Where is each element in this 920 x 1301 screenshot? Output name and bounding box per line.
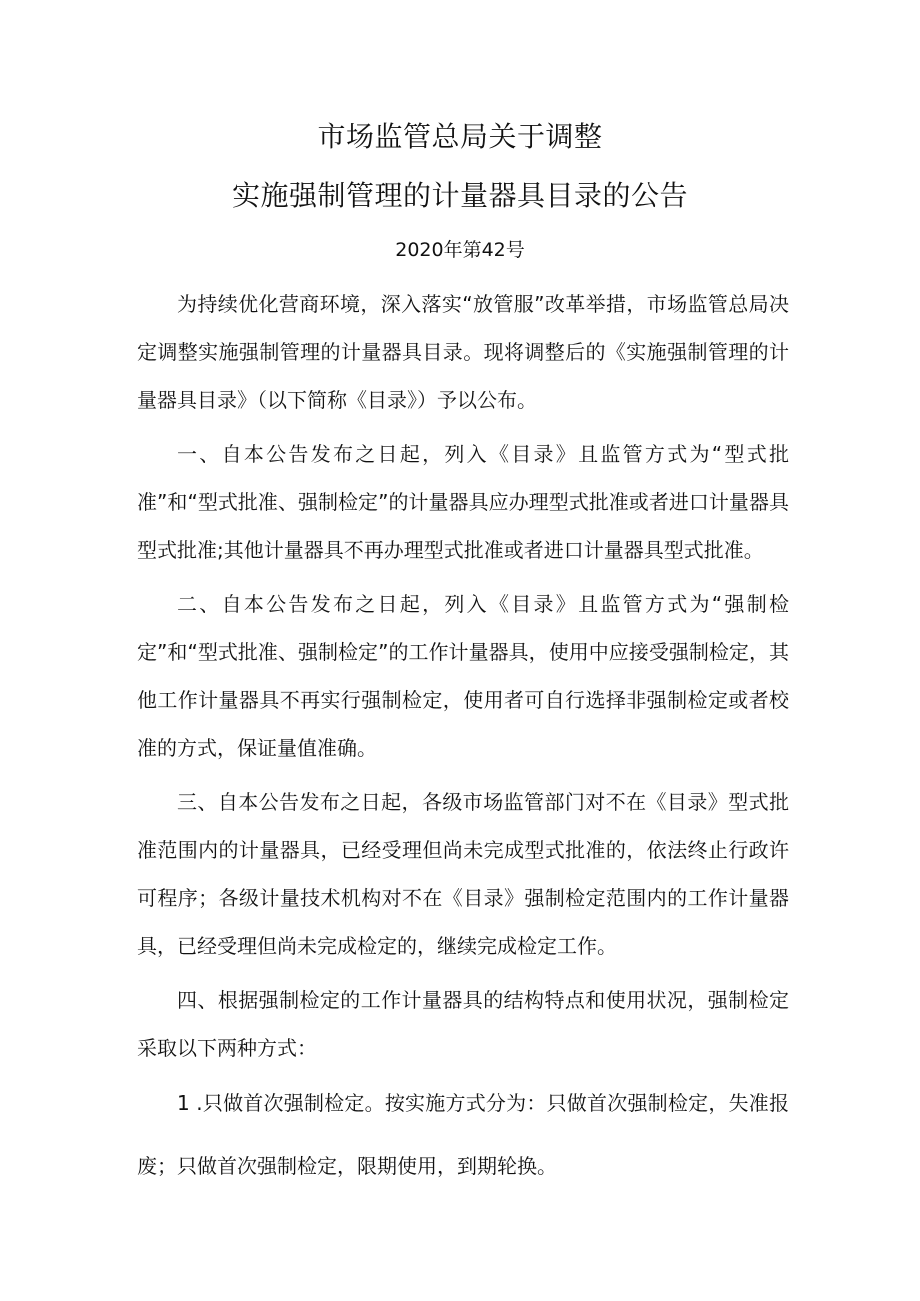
document-title-line-2: 实施强制管理的计量器具目录的公告 [231, 179, 688, 212]
paragraph-item-3: 三、自本公告发布之日起，各级市场监管部门对不在《目录》型式批准范围内的计量器具，已经受理但尚未完成型式批准的，依法终止行政许可程序；各级计量技术机构对不在《目录》强制检定范围内的工作计量器具，已经受理但尚未完成检定的，继续完成检定工作。 [137, 790, 789, 958]
document-body [137, 280, 789, 1204]
paragraph-subitem-1: 1 .只做首次强制检定。按实施方式分为：只做首次强制检定，失准报废；只做首次强制检定，限期使用，到期轮换。 [137, 1091, 789, 1178]
paragraph-item-2: 二、自本公告发布之日起，列入《目录》且监管方式为“强制检定”和“型式批准、强制检定”的工作计量器具，使用中应接受强制检定，其他工作计量器具不再实行强制检定，使用者可自行选择非强制检定或者校准的方式，保证量值准确。 [137, 592, 789, 760]
paragraph-intro: 为持续优化营商环境，深入落实“放管服”改革举措，市场监管总局决定调整实施强制管理的计量器具目录。现将调整后的《实施强制管理的计量器具目录》（以下简称《目录》）予以公布。 [137, 292, 789, 412]
paragraph-item-1: 一、自本公告发布之日起，列入《目录》且监管方式为“型式批准”和“型式批准、强制检定”的计量器具应办理型式批准或者进口计量器具型式批准;其他计量器具不再办理型式批准或者进口计量器具型式批准。 [137, 442, 789, 562]
document-number: 2020年第42号 [395, 239, 525, 261]
paragraph-item-4: 四、根据强制检定的工作计量器具的结构特点和使用状况，强制检定采取以下两种方式： [137, 988, 789, 1060]
document-title-line-1: 市场监管总局关于调整 [317, 120, 603, 153]
